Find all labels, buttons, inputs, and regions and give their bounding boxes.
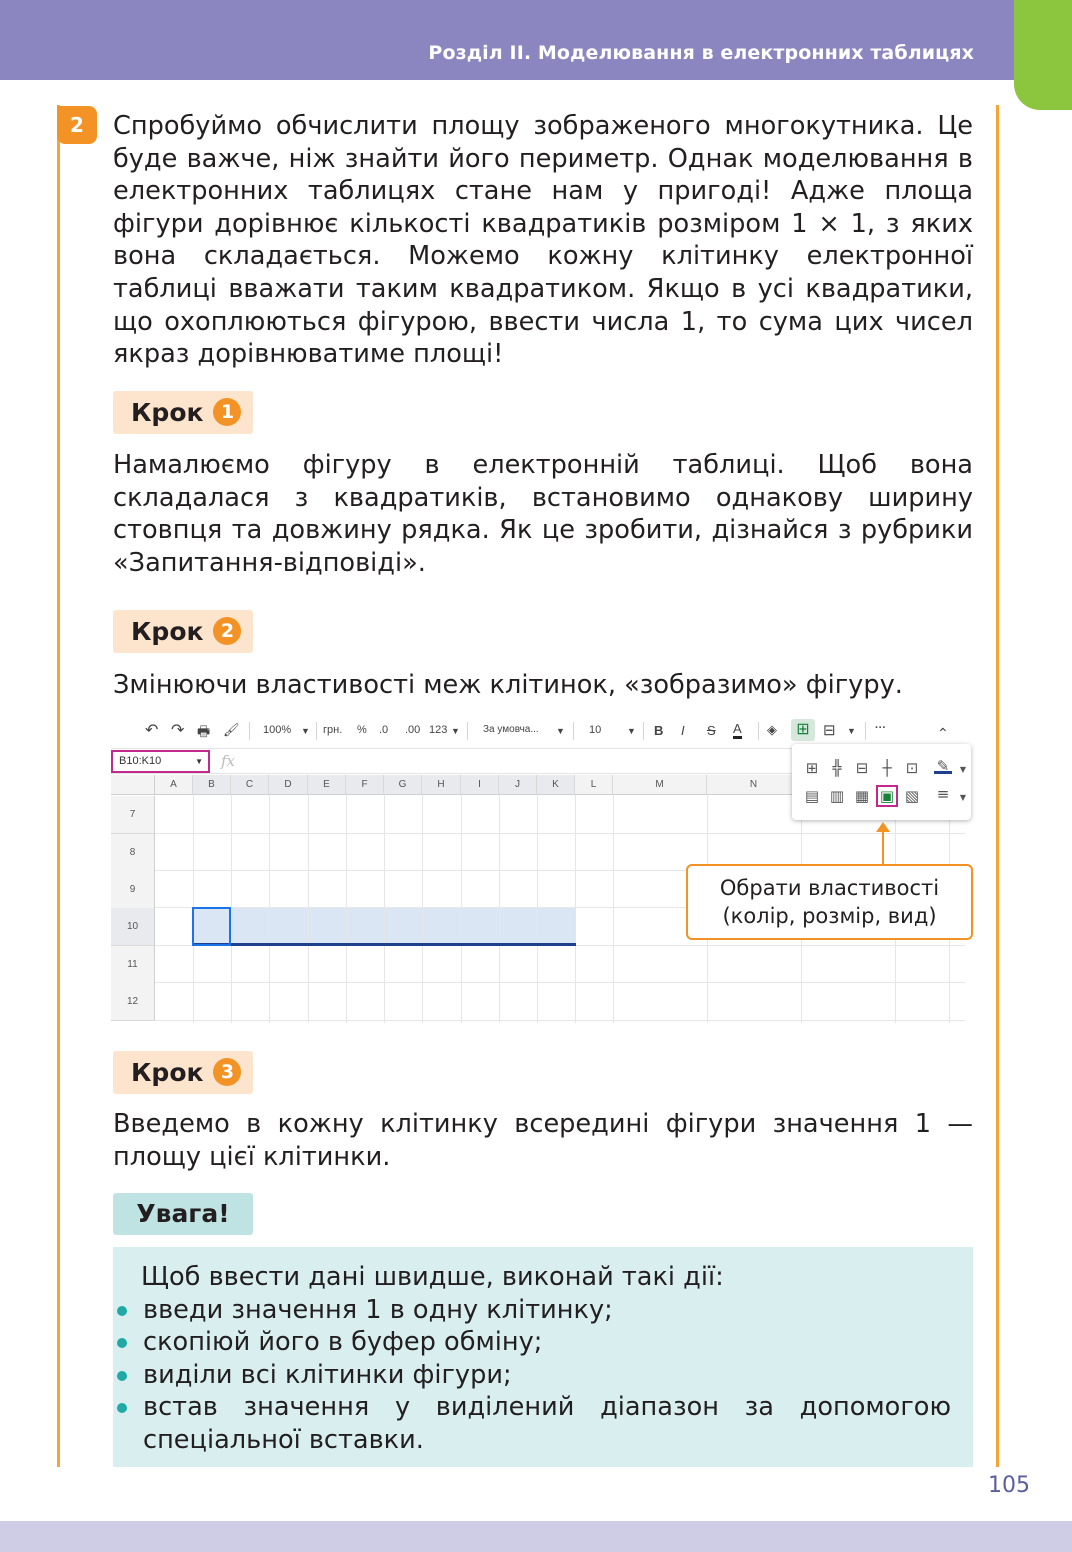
arrow-stem (882, 828, 884, 864)
all-borders-icon[interactable]: ⊞ (805, 759, 819, 777)
bottom-border-icon[interactable]: ▣ (879, 787, 895, 805)
active-cell[interactable] (192, 907, 231, 946)
row-header[interactable]: 11 (111, 946, 155, 984)
column-header[interactable]: A (155, 775, 193, 795)
right-border-icon[interactable]: ▦ (854, 787, 870, 805)
fx-icon: fx (221, 752, 236, 770)
column-header[interactable]: L (575, 775, 613, 795)
column-header[interactable]: C (231, 775, 269, 795)
intro-paragraph: Спробуймо обчислити площу зображеного многокутника. Це буде важче, ніж знайти його периметр. Однак моделювання в електронних таблицях стане нам у пригоді! Адже площа фігури дорівнює кількості квадратиків розміром 1 × 1, з яких вона складається. Можемо кожну клітинку електронної таблиці вважати таким квадратиком. Якщо в усі квадратики, що охоплюються фігурою, ввести числа 1, то сума цих чисел якраз дорівнюватиме площі! (113, 111, 973, 370)
borders-icon[interactable]: ⊞ (791, 719, 815, 741)
step-2-label: Крок 2 (113, 610, 253, 653)
chevron-down-icon: ▼ (959, 793, 967, 802)
task-number-badge: 2 (57, 106, 97, 144)
percent-button[interactable]: % (357, 724, 367, 736)
step-number-circle: 1 (213, 398, 241, 426)
chapter-title: Розділ ІІ. Моделювання в електронних таблицях (428, 42, 974, 64)
bold-button[interactable]: B (654, 723, 664, 738)
list-item: встав значення у виділений діапазон за допомогою спеціальної вставки. (117, 1391, 951, 1456)
left-margin-line (57, 105, 60, 1467)
chevron-down-icon: ▼ (195, 757, 203, 766)
column-header[interactable]: I (461, 775, 499, 795)
column-header[interactable]: G (384, 775, 422, 795)
currency-button[interactable]: грн. (323, 724, 343, 736)
chevron-down-icon: ▼ (451, 726, 460, 736)
attention-box (113, 1247, 973, 1467)
step-1-text: Намалюємо фігуру в електронній таблиці. Щоб вона складалася з квадратиків, встановимо однакову ширину стовпця та довжину рядка. Як це зробити, дізнайся з рубрики «Запитання-відповіді». (113, 450, 973, 578)
fill-color-icon[interactable]: ◈ (767, 722, 777, 737)
inner-borders-icon[interactable]: ╬ (832, 759, 842, 777)
step-3-text: Введемо в кожну клітинку всередині фігури значення 1 — площу цієї клітинки. (113, 1109, 973, 1172)
font-size-select[interactable]: 10 (589, 724, 602, 736)
column-header[interactable]: F (346, 775, 384, 795)
clear-borders-icon[interactable]: ▧ (904, 787, 920, 805)
attention-label: Увага! (113, 1193, 253, 1235)
attention-list (117, 1294, 951, 1457)
row-header[interactable]: 7 (111, 796, 155, 834)
footer-band (0, 1521, 1072, 1552)
strikethrough-button[interactable]: S (707, 723, 716, 738)
print-icon[interactable]: 🖶 (197, 723, 211, 739)
horizontal-borders-icon[interactable]: ⊟ (855, 759, 869, 777)
zoom-select[interactable]: 100% (263, 724, 292, 736)
collapse-icon[interactable]: ⌃ (937, 725, 949, 741)
chevron-down-icon: ▼ (847, 726, 856, 736)
row-header[interactable]: 10 (111, 908, 155, 946)
page-number: 105 (988, 1473, 1030, 1498)
vertical-borders-icon[interactable]: ┼ (882, 759, 892, 777)
select-all-corner[interactable] (111, 775, 155, 795)
row-header[interactable]: 12 (111, 983, 155, 1021)
header-band (0, 0, 1072, 80)
more-icon[interactable]: ··· (875, 722, 886, 734)
column-header[interactable]: K (537, 775, 575, 795)
row-header[interactable]: 9 (111, 871, 155, 909)
redo-icon[interactable]: ↷ (171, 722, 185, 739)
column-header[interactable]: D (269, 775, 308, 795)
column-header[interactable]: M (613, 775, 707, 795)
column-header[interactable]: J (499, 775, 537, 795)
number-format-select[interactable]: 123 (429, 724, 448, 736)
border-color-icon[interactable]: ✎ (934, 758, 952, 774)
step-1-label: Крок 1 (113, 391, 253, 434)
decrease-decimal-button[interactable]: .0 (379, 724, 389, 736)
column-header[interactable]: E (308, 775, 346, 795)
borders-panel (792, 744, 971, 820)
bottom-border-line (192, 943, 576, 946)
step-2-text: Змінюючи властивості меж клітинок, «зобразимо» фігуру. (113, 670, 903, 700)
column-header[interactable]: B (193, 775, 231, 795)
chevron-down-icon: ▼ (556, 726, 565, 736)
undo-icon[interactable]: ↶ (145, 722, 159, 739)
top-border-icon[interactable]: ▥ (829, 787, 845, 805)
chapter-tab-corner (1014, 0, 1072, 110)
left-border-icon[interactable]: ▤ (804, 787, 820, 805)
italic-button[interactable]: I (681, 723, 685, 738)
paint-format-icon[interactable]: 🖌 (223, 722, 240, 737)
column-header[interactable]: H (422, 775, 461, 795)
step-number-circle: 2 (213, 617, 241, 645)
name-box[interactable]: B10:K10 ▼ (111, 750, 210, 773)
text-color-button[interactable]: A (733, 721, 742, 739)
step-3-label: Крок 3 (113, 1051, 253, 1094)
chevron-down-icon: ▼ (301, 726, 310, 736)
list-item: скопіюй його в буфер обміну; (117, 1326, 951, 1359)
row-header[interactable]: 8 (111, 834, 155, 872)
list-item: введи значення 1 в одну клітинку; (117, 1294, 951, 1327)
right-margin-line (996, 105, 999, 1467)
font-select[interactable]: За умовча... (483, 724, 539, 735)
highlight-frame (876, 785, 898, 807)
merge-cells-icon[interactable]: ⊟ (823, 722, 836, 739)
chevron-down-icon: ▼ (627, 726, 636, 736)
callout-box: Обрати властивості (колір, розмір, вид) (686, 864, 973, 940)
step-number-circle: 3 (213, 1058, 241, 1086)
increase-decimal-button[interactable]: .00 (405, 724, 421, 736)
border-style-icon[interactable]: ≡ (936, 785, 950, 803)
attention-lead: Щоб ввести дані швидше, виконай такі дії: (141, 1262, 724, 1292)
list-item: виділи всі клітинки фігури; (117, 1359, 951, 1392)
outer-borders-icon[interactable]: ⊡ (905, 759, 919, 777)
column-header[interactable]: N (707, 775, 801, 795)
chevron-down-icon: ▼ (959, 765, 967, 774)
